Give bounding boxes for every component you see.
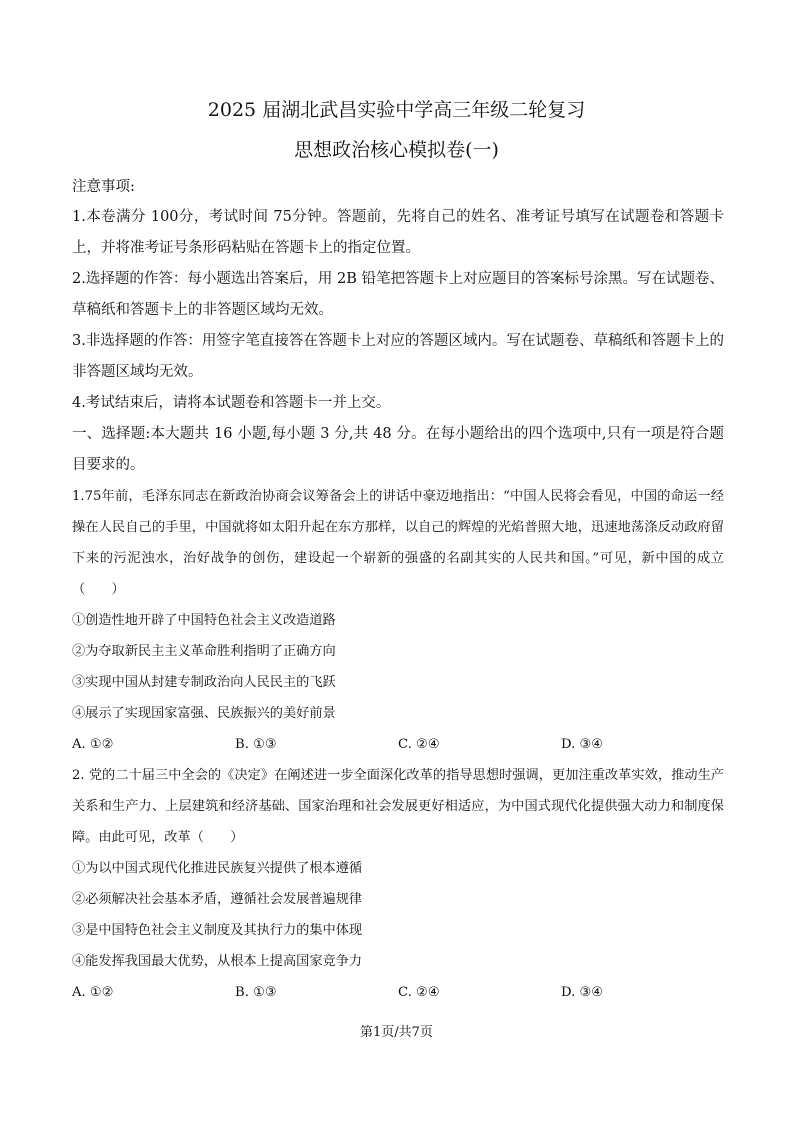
answer-options <box>72 977 724 1008</box>
option-c: C. ②④ <box>398 737 440 752</box>
notice-item-1: 1.本卷满分 100分，考试时间 75分钟。答题前，先将自己的姓名、准考证号填写在试题卷和答题卡上，并将准考证号条形码粘贴在答题卡上的指定位置。 <box>72 209 724 256</box>
statement-item: ④展示了实现国家富强、民族振兴的美好前景 <box>72 706 336 721</box>
statement-item: ①为以中国式现代化推进民族复兴提供了根本遵循 <box>72 861 363 876</box>
option-c: C. ②④ <box>398 985 440 1000</box>
notice-item-2: 2.选择题的作答：每小题选出答案后，用 2B 铅笔把答题卡上对应题目的答案标号涂黑。写在试题卷、草稿纸和答题卡上的非答题区域均无效。 <box>72 271 724 318</box>
notice-item-4: 4.考试结束后，请将本试题卷和答题卡一并上交。 <box>72 395 391 411</box>
notice-heading: 注意事项: <box>72 179 135 195</box>
question-1 <box>72 481 724 760</box>
option-a: A. ①② <box>72 737 114 752</box>
question-stem: 1.75年前，毛泽东同志在新政治协商会议筹备会上的讲话中豪迈地指出：“中国人民将会看见，中国的命运一经操在人民自己的手里，中国就将如太阳升起在东方那样，以自己的辉煌的光焰普照大地，迅速地荡涤反动政府留下来的污泥浊水，治好战争的创伤，建设起一个崭新的强盛的名副其实的人民共和国。”可见，新中国的成立（ ） <box>72 489 724 597</box>
section-heading: 一、选择题:本大题共 16 小题,每小题 3 分,共 48 分。在每小题给出的四个选项中,只有一项是符合题目要求的。 <box>72 426 724 473</box>
question-2 <box>72 760 724 1008</box>
option-a: A. ①② <box>72 985 114 1000</box>
statement-item: ①创造性地开辟了中国特色社会主义改造道路 <box>72 613 336 628</box>
option-b: B. ①③ <box>235 737 277 752</box>
notice-item-3: 3.非选择题的作答：用签字笔直接答在答题卡上对应的答题区域内。写在试题卷、草稿纸和答题卡上的非答题区域均无效。 <box>72 333 724 380</box>
statement-item: ③实现中国从封建专制政治向人民民主的飞跃 <box>72 675 336 690</box>
option-b: B. ①③ <box>235 985 277 1000</box>
exam-title: 2025 届湖北武昌实验中学高三年级二轮复习 <box>207 99 586 121</box>
statement-item: ②必须解决社会基本矛盾，遵循社会发展普遍规律 <box>72 892 363 907</box>
question-stem: 2. 党的二十届三中全会的《决定》在阐述进一步全面深化改革的指导思想时强调，更加注重改革实效，推动生产关系和生产力、上层建筑和经济基础、国家治理和社会发展更好相适应，为中国式现代化提供强大动力和制度保障。由此可见，改革（ ） <box>72 768 724 845</box>
option-d: D. ③④ <box>561 737 604 752</box>
statement-item: ③是中国特色社会主义制度及其执行力的集中体现 <box>72 923 363 938</box>
exam-subtitle: 思想政治核心模拟卷(一) <box>294 139 499 161</box>
exam-body <box>72 176 724 1008</box>
option-d: D. ③④ <box>561 985 604 1000</box>
answer-options <box>72 729 724 760</box>
page-number: 第1页/共7页 <box>360 1025 433 1040</box>
statement-item: ②为夺取新民主主义革命胜利指明了正确方向 <box>72 644 336 659</box>
statement-item: ④能发挥我国最大优势，从根本上提高国家竞争力 <box>72 954 363 969</box>
